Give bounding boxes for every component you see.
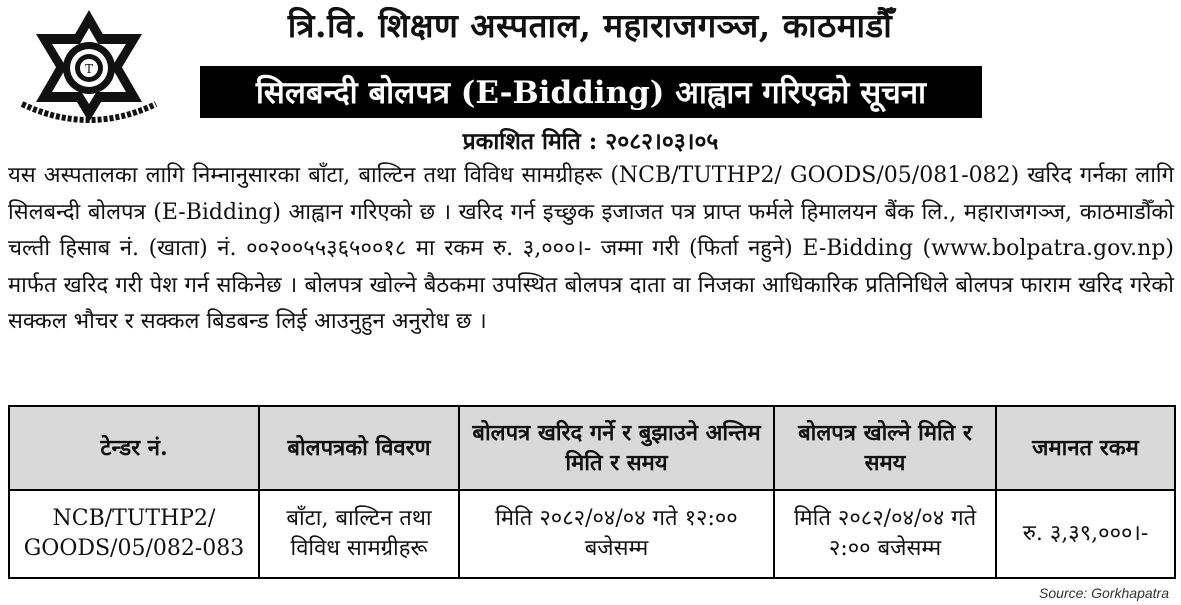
source-credit: Source: Gorkhapatra: [1039, 585, 1169, 601]
hospital-logo: [14, 4, 164, 132]
header-bid-description: बोलपत्रको विवरण: [259, 406, 459, 490]
cell-bid-description: बाँटा, बाल्टिन तथा विविध सामग्रीहरू: [259, 490, 459, 578]
table-header-row: [9, 406, 1175, 490]
notice-subtitle-banner: [200, 66, 982, 118]
table-row: [9, 490, 1175, 578]
published-date: प्रकाशित मिति : २०८२।०३।०५: [462, 128, 719, 155]
cell-opening-date: मिति २०८२/०४/०४ गते २:०० बजेसम्म: [774, 490, 996, 578]
hospital-name-title: त्रि.वि. शिक्षण अस्पताल, महाराजगञ्ज, काठमाडौँ: [287, 6, 893, 45]
notice-body: यस अस्पतालका लागि निम्नानुसारका बाँटा, बाल्टिन तथा विविध सामग्रीहरू (NCB/TUTHP2/ GOODS/05/081-082) खरिद गर्नका लागि सिलबन्दी बोलपत्र (E-Bidding) आह्वान गरिएको छ । खरिद गर्न इच्छुक इजाजत पत्र प्राप्त फर्मले हिमालयन बैंक लि., महाराजगञ्ज, काठमाडौँको चल्ती हिसाब नं. (खाता) नं. ००२००५५३६५००१८ मा रकम रु. ३,०००।- जम्मा गरी (फिर्ता नहुने) E-Bidding (www.bolpatra.gov.np) मार्फत खरिद गरी पेश गर्न सकिनेछ । बोलपत्र खोल्ने बैठकमा उपस्थित बोलपत्र दाता वा निजका आधिकारिक प्रतिनिधिले बोलपत्र फाराम खरिद गरेको सक्कल भौचर र सक्कल बिडबन्ड लिई आउनुहुन अनुरोध छ ।: [8, 163, 1174, 334]
notice-subtitle: सिलबन्दी बोलपत्र (E-Bidding) आह्वान गरिएको सूचना: [255, 75, 927, 111]
header-opening-date: बोलपत्र खोल्ने मिति र समय: [774, 406, 996, 490]
svg-text:T: T: [84, 62, 94, 76]
header-tender-number: टेन्डर नं.: [9, 406, 259, 490]
cell-purchase-deadline: मिति २०८२/०४/०४ गते १२:०० बजेसम्म: [459, 490, 774, 578]
tender-table: [8, 405, 1176, 579]
cell-bid-security: रु. ३,३९,०००।-: [996, 490, 1175, 578]
header-purchase-deadline: बोलपत्र खरिद गर्ने र बुझाउने अन्तिम मिति र समय: [459, 406, 774, 490]
cell-tender-number: NCB/TUTHP2/ GOODS/05/082-083: [9, 490, 259, 578]
header-bid-security: जमानत रकम: [996, 406, 1175, 490]
